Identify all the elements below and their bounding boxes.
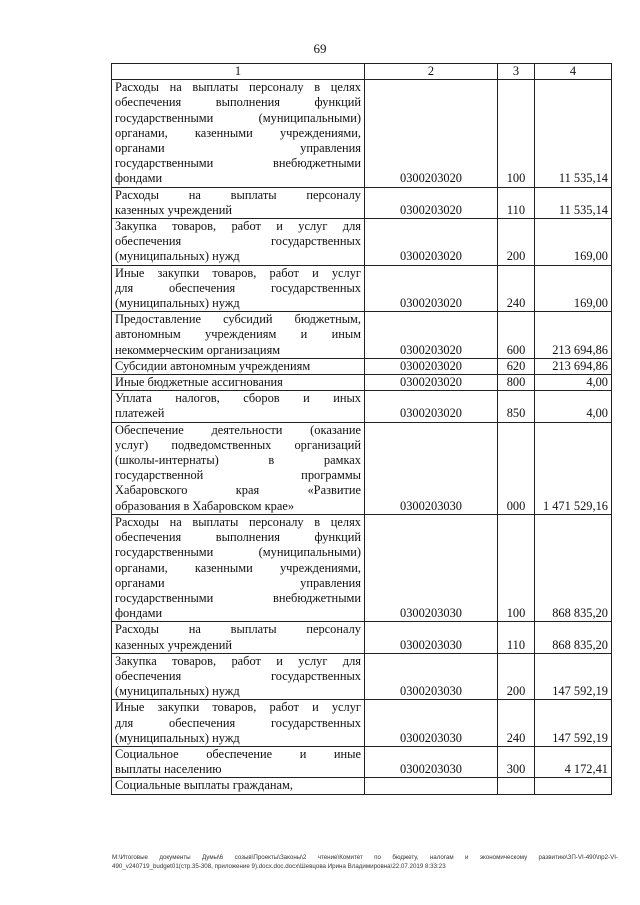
row-amount-cell: 169,00 — [535, 265, 612, 312]
row-name-line: Закупка товаров, работ и услуг для — [115, 219, 361, 234]
row-name-cell — [112, 187, 365, 218]
budget-table — [111, 63, 612, 795]
row-code-cell: 0300203030 — [365, 622, 498, 653]
row-name-line: Иные закупки товаров, работ и услуг — [115, 265, 361, 280]
row-name-line: Иные бюджетные ассигнования — [115, 375, 283, 390]
row-name-cell — [112, 622, 365, 653]
row-code-cell: 0300203030 — [365, 746, 498, 777]
row-name-line: органами управления — [115, 141, 361, 156]
table-row — [112, 746, 612, 777]
row-type-cell: 600 — [498, 312, 535, 359]
row-name-line: услуг) подведомственных организаций — [115, 437, 361, 452]
table-row — [112, 265, 612, 312]
row-name-line: Расходы на выплаты персоналу — [115, 622, 361, 637]
row-name-line: Иные закупки товаров, работ и услуг — [115, 700, 361, 715]
row-name-line: некоммерческим организациям — [115, 342, 281, 357]
row-amount-cell: 213 694,86 — [535, 312, 612, 359]
row-name-line: государственными внебюджетными — [115, 590, 361, 605]
row-amount-cell: 868 835,20 — [535, 514, 612, 621]
table-row — [112, 778, 612, 794]
row-type-cell: 620 — [498, 358, 535, 374]
row-name-line: органами, казенными учреждениями, — [115, 125, 361, 140]
row-name-line: фондами — [115, 606, 163, 621]
row-name-line: Расходы на выплаты персоналу в целях — [115, 514, 361, 529]
table-row — [112, 422, 612, 514]
row-type-cell: 000 — [498, 422, 535, 514]
row-code-cell: 0300203020 — [365, 187, 498, 218]
row-name-line: обеспечения выполнения функций — [115, 95, 361, 110]
row-name-line: казенных учреждений — [115, 637, 232, 652]
row-name-line: Уплата налогов, сборов и иных — [115, 391, 361, 406]
row-type-cell: 300 — [498, 746, 535, 777]
row-type-cell: 240 — [498, 265, 535, 312]
row-name-line: Субсидии автономным учреждениям — [115, 358, 311, 373]
table-row — [112, 514, 612, 621]
table-row — [112, 80, 612, 187]
table-row — [112, 391, 612, 422]
row-name-line: фондами — [115, 171, 163, 186]
row-amount-cell: 11 535,14 — [535, 187, 612, 218]
row-name-line: казенных учреждений — [115, 202, 232, 217]
row-name-line: обеспечения государственных — [115, 234, 361, 249]
row-name-line: выплаты населению — [115, 762, 222, 777]
table-row — [112, 219, 612, 266]
row-name-cell — [112, 746, 365, 777]
row-type-cell: 100 — [498, 80, 535, 187]
row-type-cell — [498, 778, 535, 794]
row-name-line: образования в Хабаровском крае» — [115, 498, 295, 513]
row-name-line: (муниципальных) нужд — [115, 249, 240, 264]
row-name-cell — [112, 653, 365, 700]
row-type-cell: 100 — [498, 514, 535, 621]
table-row — [112, 375, 612, 391]
row-name-cell — [112, 358, 365, 374]
row-amount-cell: 4,00 — [535, 375, 612, 391]
row-name-line: Социальные выплаты гражданам, — [115, 778, 293, 793]
row-name-line: платежей — [115, 406, 165, 421]
row-name-line: органами управления — [115, 575, 361, 590]
row-code-cell: 0300203020 — [365, 375, 498, 391]
table-row — [112, 700, 612, 747]
row-name-cell — [112, 80, 365, 187]
row-name-line: Расходы на выплаты персоналу в целях — [115, 80, 361, 95]
footer-path-line-2: 490_v240719_budget01(стр.35-308, приложение 9).docx.doc.docx\Шевцова Ирина Владимировна\22.07.2019 8:33:23 — [112, 862, 446, 870]
row-amount-cell: 1 471 529,16 — [535, 422, 612, 514]
row-name-cell — [112, 219, 365, 266]
document-footer — [112, 854, 618, 871]
row-name-line: (муниципальных) нужд — [115, 684, 240, 699]
row-amount-cell: 4,00 — [535, 391, 612, 422]
row-amount-cell: 147 592,19 — [535, 700, 612, 747]
row-code-cell: 0300203030 — [365, 422, 498, 514]
row-code-cell: 0300203020 — [365, 219, 498, 266]
row-code-cell: 0300203020 — [365, 391, 498, 422]
row-name-cell — [112, 514, 365, 621]
column-header-name: 1 — [112, 64, 365, 80]
row-name-cell — [112, 391, 365, 422]
row-name-cell — [112, 700, 365, 747]
row-name-line: обеспечения выполнения функций — [115, 530, 361, 545]
footer-path-line-1: М:\Итоговые документы Думы\6 созыв\Проекты\Законы\2 чтение\Комитет по бюджету, налогам и экономическому развитию\ЗП-VI-490\пр2-VI- — [112, 854, 618, 861]
row-name-line: для обеспечения государственных — [115, 280, 361, 295]
row-amount-cell: 11 535,14 — [535, 80, 612, 187]
row-name-cell — [112, 422, 365, 514]
row-type-cell: 110 — [498, 622, 535, 653]
row-type-cell: 240 — [498, 700, 535, 747]
row-name-line: обеспечения государственных — [115, 668, 361, 683]
row-name-line: Расходы на выплаты персоналу — [115, 187, 361, 202]
row-amount-cell: 169,00 — [535, 219, 612, 266]
row-name-line: для обеспечения государственных — [115, 715, 361, 730]
row-name-line: Социальное обеспечение и иные — [115, 746, 361, 761]
row-code-cell: 0300203030 — [365, 514, 498, 621]
row-name-line: государственными внебюджетными — [115, 156, 361, 171]
row-amount-cell: 213 694,86 — [535, 358, 612, 374]
row-name-cell — [112, 375, 365, 391]
row-code-cell: 0300203020 — [365, 265, 498, 312]
column-header-type: 3 — [498, 64, 535, 80]
row-amount-cell: 147 592,19 — [535, 653, 612, 700]
row-code-cell: 0300203020 — [365, 312, 498, 359]
row-amount-cell: 868 835,20 — [535, 622, 612, 653]
row-type-cell: 200 — [498, 219, 535, 266]
row-code-cell: 0300203030 — [365, 653, 498, 700]
row-name-line: органами, казенными учреждениями, — [115, 560, 361, 575]
column-header-amount: 4 — [535, 64, 612, 80]
row-name-line: Хабаровского края «Развитие — [115, 483, 361, 498]
row-name-line: автономным учреждениям и иным — [115, 327, 361, 342]
row-name-cell — [112, 312, 365, 359]
row-name-line: (муниципальных) нужд — [115, 296, 240, 311]
table-row — [112, 187, 612, 218]
row-name-line: (школы-интернаты) в рамках — [115, 453, 361, 468]
table-row — [112, 622, 612, 653]
row-code-cell: 0300203030 — [365, 700, 498, 747]
row-amount-cell: 4 172,41 — [535, 746, 612, 777]
row-name-line: государственной программы — [115, 468, 361, 483]
row-type-cell: 800 — [498, 375, 535, 391]
row-name-line: Закупка товаров, работ и услуг для — [115, 653, 361, 668]
row-name-cell — [112, 778, 365, 794]
row-code-cell: 0300203020 — [365, 80, 498, 187]
row-type-cell: 850 — [498, 391, 535, 422]
table-header-row — [112, 64, 612, 80]
column-header-code: 2 — [365, 64, 498, 80]
table-row — [112, 653, 612, 700]
page-number: 69 — [313, 41, 327, 56]
row-name-line: Предоставление субсидий бюджетным, — [115, 312, 361, 327]
row-code-cell: 0300203020 — [365, 358, 498, 374]
row-type-cell: 200 — [498, 653, 535, 700]
row-code-cell — [365, 778, 498, 794]
table-row — [112, 358, 612, 374]
row-name-line: Обеспечение деятельности (оказание — [115, 422, 361, 437]
row-type-cell: 110 — [498, 187, 535, 218]
row-name-line: государственными (муниципальными) — [115, 110, 361, 125]
row-name-line: государственными (муниципальными) — [115, 545, 361, 560]
row-amount-cell — [535, 778, 612, 794]
row-name-line: (муниципальных) нужд — [115, 730, 240, 745]
row-name-cell — [112, 265, 365, 312]
table-row — [112, 312, 612, 359]
